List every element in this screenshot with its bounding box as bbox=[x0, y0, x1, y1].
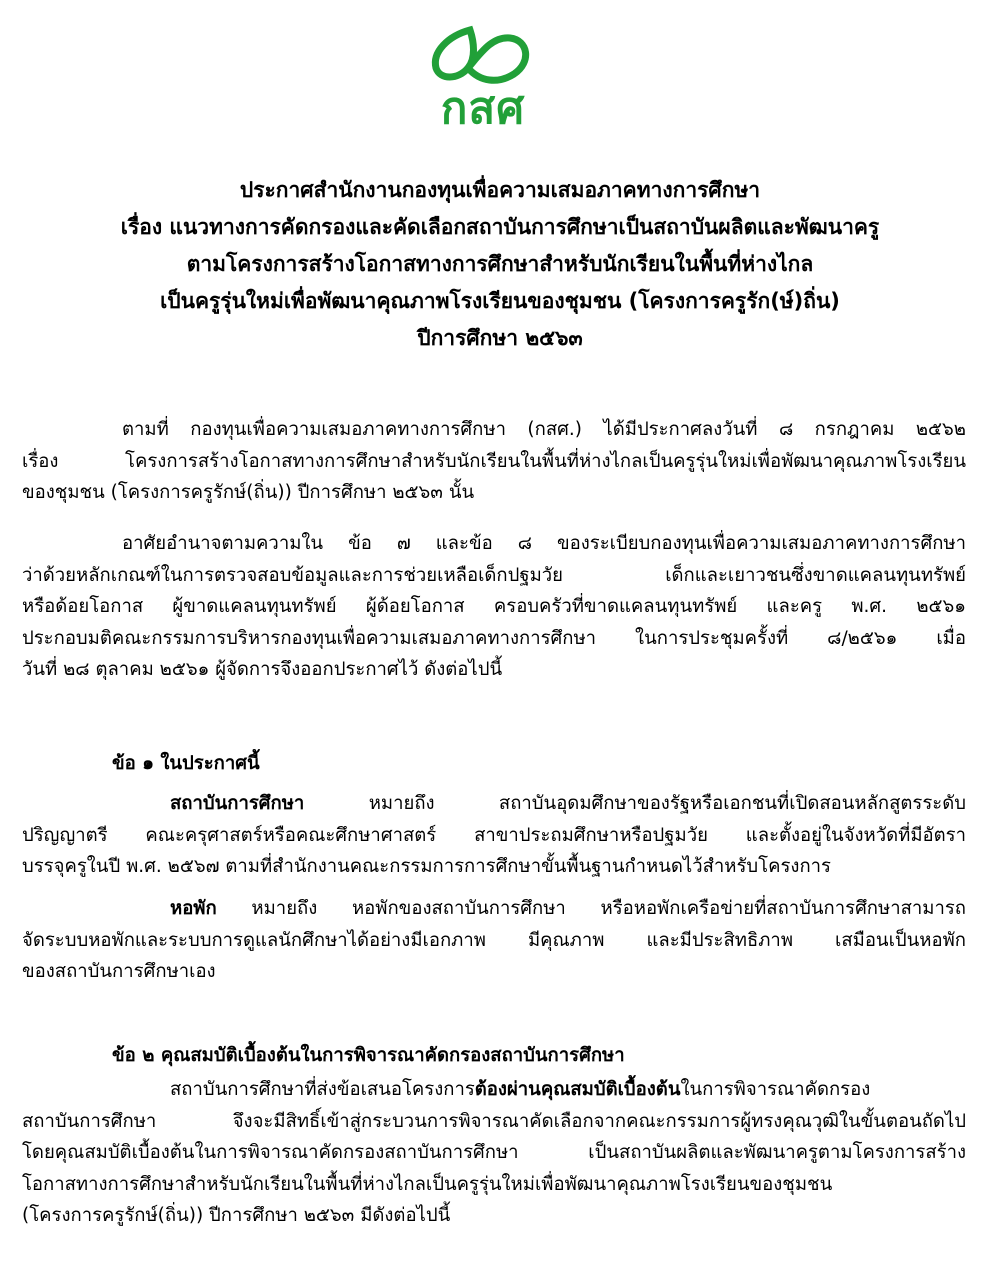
definition-text: หมายถึง หอพักของสถาบันการศึกษา หรือหอพักเครือข่ายที่สถาบันการศึกษาสามารถ bbox=[216, 898, 966, 919]
clause-1-heading: ข้อ ๑ ในประกาศนี้ bbox=[112, 753, 260, 774]
defined-term: สถาบันการศึกษา bbox=[170, 793, 305, 814]
paragraph-line: บรรจุครูในปี พ.ศ. ๒๕๖๗ ตามที่สำนักงานคณะกรรมการการศึกษาขั้นพื้นฐานกำหนดไว้สำหรับโครงการ bbox=[22, 856, 831, 877]
paragraph-line: จัดระบบหอพักและระบบการดูแลนักศึกษาได้อย่างมีเอกภาพ มีคุณภาพ และมีประสิทธิภาพ เสมือนเป็นหอพัก bbox=[22, 929, 966, 951]
emphasis-text: ต้องผ่านคุณสมบัติเบื้องต้น bbox=[474, 1079, 681, 1100]
text-run: สถาบันการศึกษาที่ส่งข้อเสนอโครงการ bbox=[170, 1079, 475, 1100]
paragraph-line: โอกาสทางการศึกษาสำหรับนักเรียนในพื้นที่ห่างไกลเป็นครูรุ่นใหม่เพื่อพัฒนาคุณภาพโรงเรียนของชุมชน bbox=[22, 1173, 833, 1195]
logo-text: กสศ bbox=[440, 83, 526, 134]
text-run: ในการพิจารณาคัดกรอง bbox=[680, 1079, 871, 1100]
leaf-loop-icon bbox=[418, 22, 548, 92]
paragraph-line: ของชุมชน (โครงการครูรักษ์(ถิ่น)) ปีการศึกษา ๒๕๖๓ นั้น bbox=[22, 482, 475, 503]
title-line: ประกาศสำนักงานกองทุนเพื่อความเสมอภาคทางการศึกษา bbox=[239, 178, 761, 202]
paragraph-line bbox=[22, 788, 966, 820]
title-line: เป็นครูรุ่นใหม่เพื่อพัฒนาคุณภาพโรงเรียนของชุมชน (โครงการครูรัก(ษ์)ถิ่น) bbox=[160, 289, 840, 313]
paragraph-line bbox=[22, 1074, 966, 1106]
clause-1-institution-definition bbox=[22, 788, 966, 883]
clause-2-paragraph bbox=[22, 1074, 966, 1232]
paragraph-line: เรื่อง โครงการสร้างโอกาสทางการศึกษาสำหรับนักเรียนในพื้นที่ห่างไกลเป็นครูรุ่นใหม่เพื่อพัฒนาคุณภาพโรงเรียน bbox=[22, 450, 966, 472]
paragraph-line: วันที่ ๒๘ ตุลาคม ๒๕๖๑ ผู้จัดการจึงออกประกาศไว้ ดังต่อไปนี้ bbox=[22, 659, 503, 680]
paragraph-line: ของสถาบันการศึกษาเอง bbox=[22, 961, 216, 982]
paragraph-line: สถาบันการศึกษา จึงจะมีสิทธิ์เข้าสู่กระบวนการพิจารณาคัดเลือกจากคณะกรรมการผู้ทรงคุณวุฒิในขั้นตอนถัดไป bbox=[22, 1110, 966, 1132]
clause-1-dorm-definition bbox=[22, 893, 966, 988]
eef-logo bbox=[418, 22, 548, 134]
paragraph-line: หรือด้อยโอกาส ผู้ขาดแคลนทุนทรัพย์ ผู้ด้อยโอกาส ครอบครัวที่ขาดแคลนทุนทรัพย์ และครู พ.ศ. ๒๕๖๑ bbox=[22, 596, 966, 617]
paragraph-line: ปริญญาตรี คณะครุศาสตร์หรือคณะศึกษาศาสตร์ สาขาประถมศึกษาหรือปฐมวัย และตั้งอยู่ในจังหวัดที่มีอัตรา bbox=[22, 824, 966, 846]
paragraph-line: ว่าด้วยหลักเกณฑ์ในการตรวจสอบข้อมูลและการช่วยเหลือเด็กปฐมวัย เด็กและเยาวชนซึ่งขาดแคลนทุนทรัพย์ bbox=[22, 564, 966, 586]
clause-2-heading: ข้อ ๒ คุณสมบัติเบื้องต้นในการพิจารณาคัดกรองสถาบันการศึกษา bbox=[112, 1045, 625, 1066]
title-line: ปีการศึกษา ๒๕๖๓ bbox=[417, 326, 583, 350]
paragraph-line: ประกอบมติคณะกรรมการบริหารกองทุนเพื่อความเสมอภาคทางการศึกษา ในการประชุมครั้งที่ ๘/๒๕๖๑ เมื่อ bbox=[22, 627, 966, 649]
title-line: ตามโครงการสร้างโอกาสทางการศึกษาสำหรับนักเรียนในพื้นที่ห่างไกล bbox=[186, 252, 814, 276]
announcement-title bbox=[20, 172, 980, 357]
paragraph-line: อาศัยอำนาจตามความใน ข้อ ๗ และข้อ ๘ ของระเบียบกองทุนเพื่อความเสมอภาคทางการศึกษา bbox=[122, 533, 966, 554]
title-line: เรื่อง แนวทางการคัดกรองและคัดเลือกสถาบันการศึกษาเป็นสถาบันผลิตและพัฒนาครู bbox=[120, 215, 880, 239]
defined-term: หอพัก bbox=[170, 898, 217, 919]
paragraph-line bbox=[22, 893, 966, 925]
intro-paragraph bbox=[22, 414, 966, 509]
paragraph-line: โดยคุณสมบัติเบื้องต้นในการพิจารณาคัดกรองสถาบันการศึกษา เป็นสถาบันผลิตและพัฒนาครูตามโครงการสร้าง bbox=[22, 1142, 966, 1163]
definition-text: หมายถึง สถาบันอุดมศึกษาของรัฐหรือเอกชนที่เปิดสอนหลักสูตรระดับ bbox=[304, 793, 966, 814]
paragraph-line: (โครงการครูรักษ์(ถิ่น)) ปีการศึกษา ๒๕๖๓ มีดังต่อไปนี้ bbox=[22, 1205, 451, 1226]
authority-paragraph bbox=[22, 528, 966, 686]
paragraph-line: ตามที่ กองทุนเพื่อความเสมอภาคทางการศึกษา (กสศ.) ได้มีประกาศลงวันที่ ๘ กรกฎาคม ๒๕๖๒ bbox=[122, 419, 966, 440]
